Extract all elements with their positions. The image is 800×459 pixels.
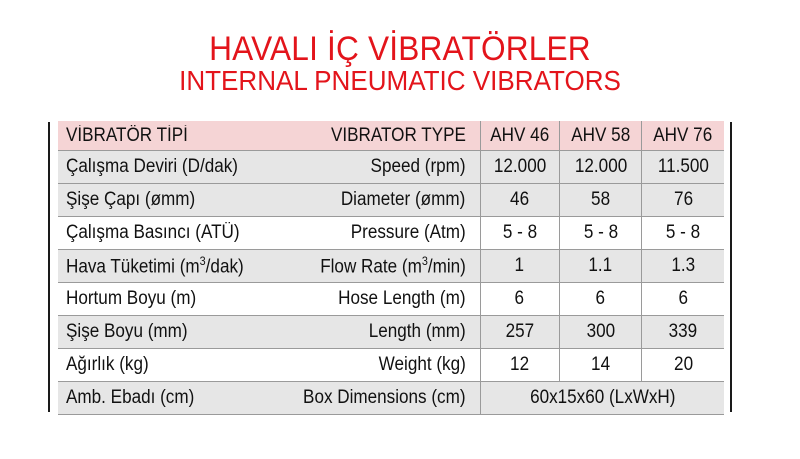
row-tr-label: Ağırlık (kg) xyxy=(58,349,277,382)
page-title-block xyxy=(0,31,800,95)
row-value: 6 xyxy=(642,283,724,316)
row-tr-label: Amb. Ebadı (cm) xyxy=(58,382,277,415)
row-en-label: Diameter (ømm) xyxy=(277,184,480,217)
row-merged-value: 60x15x60 (LxWxH) xyxy=(480,382,724,415)
left-divider xyxy=(48,122,50,412)
row-en-label: Hose Length (m) xyxy=(277,283,480,316)
table-header-row xyxy=(58,121,724,151)
row-tr-label: Çalışma Deviri (D/dak) xyxy=(58,151,277,184)
table-row xyxy=(58,250,724,283)
header-en-label: VIBRATOR TYPE xyxy=(277,121,480,151)
table-row xyxy=(58,283,724,316)
row-value: 5 - 8 xyxy=(559,217,642,250)
header-model: AHV 46 xyxy=(480,121,559,151)
row-en-label: Flow Rate $(m^3/\min)$ xyxy=(277,250,480,283)
row-tr-label: Şişe Boyu (mm) xyxy=(58,316,277,349)
spec-table xyxy=(58,121,724,415)
row-en-label: Speed (rpm) xyxy=(277,151,480,184)
row-value: 12.000 xyxy=(559,151,642,184)
row-value: 12 xyxy=(480,349,559,382)
row-value: 11.500 xyxy=(642,151,724,184)
row-value: 257 xyxy=(480,316,559,349)
header-model: AHV 58 xyxy=(559,121,642,151)
table-row xyxy=(58,316,724,349)
row-tr-label: Hava Tüketimi $(m^3/dak)$ xyxy=(58,250,277,283)
row-en-label: Box Dimensions (cm) xyxy=(277,382,480,415)
row-en-label: Length (mm) xyxy=(277,316,480,349)
table-row xyxy=(58,349,724,382)
row-value: 6 xyxy=(480,283,559,316)
row-value: 12.000 xyxy=(480,151,559,184)
right-divider xyxy=(730,122,732,412)
row-value: 20 xyxy=(642,349,724,382)
header-tr-label: VİBRATÖR TİPİ xyxy=(58,121,277,151)
row-value: 14 xyxy=(559,349,642,382)
table-row xyxy=(58,382,724,415)
row-value: 76 xyxy=(642,184,724,217)
row-value: 339 xyxy=(642,316,724,349)
row-value: 5 - 8 xyxy=(480,217,559,250)
row-value: 58 xyxy=(559,184,642,217)
row-en-label: Pressure (Atm) xyxy=(277,217,480,250)
row-tr-label: Çalışma Basıncı (ATÜ) xyxy=(58,217,277,250)
row-value: 300 xyxy=(559,316,642,349)
row-en-label: Weight (kg) xyxy=(277,349,480,382)
row-tr-label: Şişe Çapı (ømm) xyxy=(58,184,277,217)
row-value: 46 xyxy=(480,184,559,217)
row-value: 1 xyxy=(480,250,559,283)
header-model: AHV 76 xyxy=(642,121,724,151)
row-value: 1.1 xyxy=(559,250,642,283)
row-value: 1.3 xyxy=(642,250,724,283)
table-row xyxy=(58,217,724,250)
row-tr-label: Hortum Boyu (m) xyxy=(58,283,277,316)
title-english: INTERNAL PNEUMATIC VIBRATORS xyxy=(179,65,621,96)
table-row xyxy=(58,184,724,217)
row-value: 5 - 8 xyxy=(642,217,724,250)
table-row xyxy=(58,151,724,184)
title-turkish: HAVALI İÇ VİBRATÖRLER xyxy=(209,30,591,68)
row-value: 6 xyxy=(559,283,642,316)
